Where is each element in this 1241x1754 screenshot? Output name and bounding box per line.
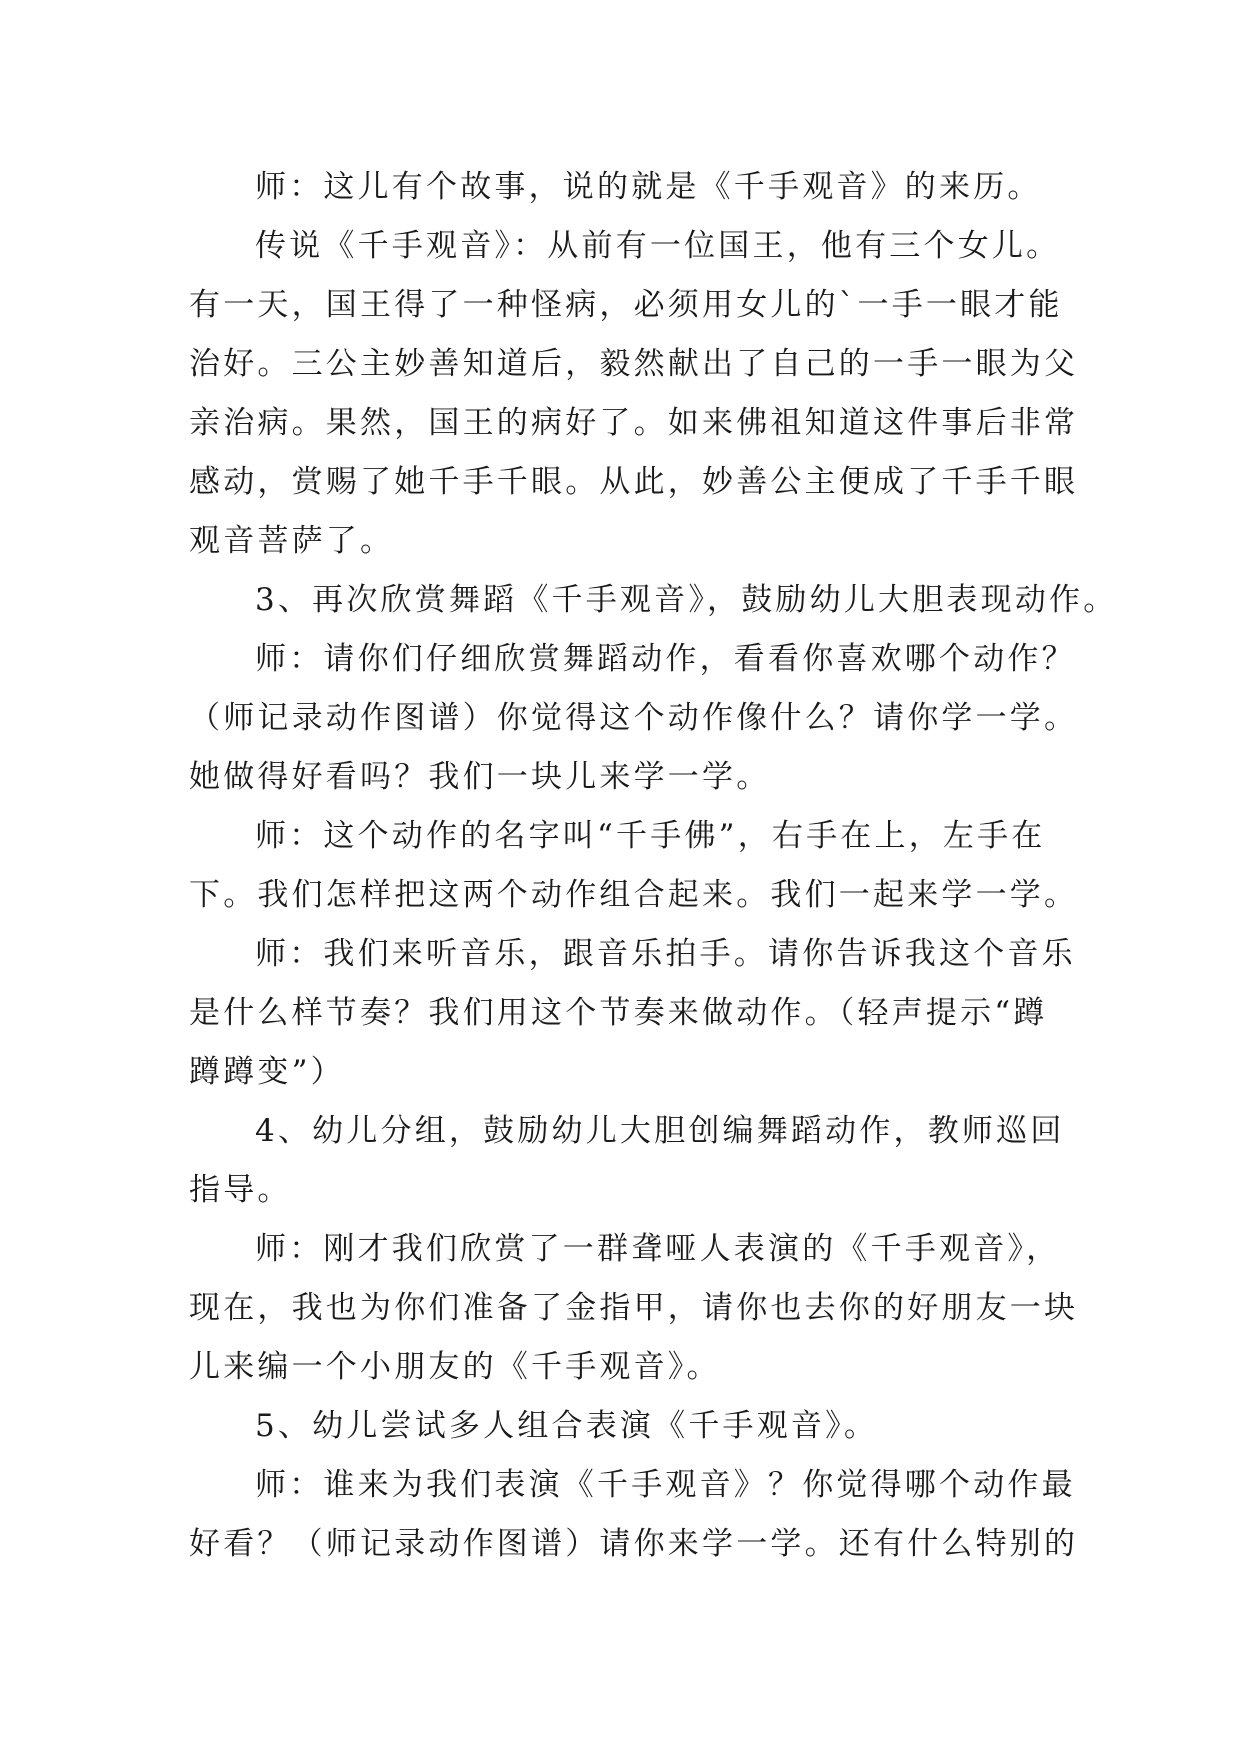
text-line: 指导。 <box>189 1172 292 1208</box>
text-line: 3、再次欣赏舞蹈《千手观音》，鼓励幼儿大胆表现动作。 <box>255 582 1118 618</box>
text-line: 好看？（师记录动作图谱）请你来学一学。还有什么特别的 <box>189 1526 1079 1562</box>
text-line: 师：谁来为我们表演《千手观音》？你觉得哪个动作最 <box>255 1467 1076 1503</box>
text-line: 感动，赏赐了她千手千眼。从此，妙善公主便成了千手千眼 <box>189 464 1079 500</box>
text-line: 她做得好看吗？我们一块儿来学一学。 <box>189 759 771 795</box>
text-line: 4、幼儿分组，鼓励幼儿大胆创编舞蹈动作，教师巡回 <box>255 1113 1065 1149</box>
text-line: 5、幼儿尝试多人组合表演《千手观音》。 <box>255 1408 879 1444</box>
text-line: 蹲蹲变”） <box>189 1054 345 1090</box>
text-line: 有一天，国王得了一种怪病，必须用女儿的`一手一眼才能 <box>189 287 1063 323</box>
text-line: 师：刚才我们欣赏了一群聋哑人表演的《千手观音》， <box>255 1231 1061 1267</box>
text-line: 师：这儿有个故事，说的就是《千手观音》的来历。 <box>255 169 1042 205</box>
text-line: 师：请你们仔细欣赏舞蹈动作，看看你喜欢哪个动作？ <box>255 641 1076 677</box>
text-line: 下。我们怎样把这两个动作组合起来。我们一起来学一学。 <box>189 877 1079 913</box>
text-line: 亲治病。果然，国王的病好了。如来佛祖知道这件事后非常 <box>189 405 1079 441</box>
text-line: 师：这个动作的名字叫“千手佛”，右手在上，左手在 <box>255 818 1046 854</box>
text-line: （师记录动作图谱）你觉得这个动作像什么？请你学一学。 <box>189 700 1079 736</box>
text-line: 治好。三公主妙善知道后，毅然献出了自己的一手一眼为父 <box>189 346 1079 382</box>
text-line: 是什么样节奏？我们用这个节奏来做动作。（轻声提示“蹲 <box>189 995 1048 1031</box>
text-line: 儿来编一个小朋友的《千手观音》。 <box>189 1349 721 1385</box>
text-line: 传说《千手观音》：从前有一位国王，他有三个女儿。 <box>255 228 1061 264</box>
text-line: 师：我们来听音乐，跟音乐拍手。请你告诉我这个音乐 <box>255 936 1076 972</box>
text-line: 现在，我也为你们准备了金指甲，请你也去你的好朋友一块 <box>189 1290 1079 1326</box>
document-body <box>189 158 1118 1574</box>
text-line: 观音菩萨了。 <box>189 523 395 559</box>
